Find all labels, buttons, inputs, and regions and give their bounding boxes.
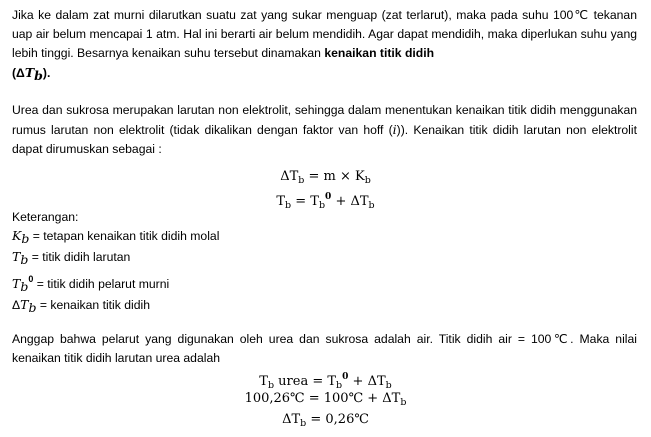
calculation-block	[0, 367, 651, 430]
formula-tb: $T_b = T_b^0 + \Delta T_b$	[276, 192, 375, 211]
calc-line-2: 100,26℃ = 100℃ + $\Delta T_b$	[244, 391, 407, 408]
legend-item-tb0: $Tb^0$ = titik didih pelarut murni	[12, 273, 170, 294]
legend-item-kb: Kb = tetapan kenaikan titik didih molal	[12, 227, 220, 246]
intro-text: Jika ke dalam zat murni dilarutkan suatu zat yang sukar menguap (zat terlarut), maka pada suhu 100℃ tekanan uap air belum mencapai 1 atm. Hal ini berarti air belum mendidih. Agar dapat mendidih, maka diperlukan suhu yang lebih tinggi. Besarnya kenaikan suhu tersebut dinamakan	[12, 8, 637, 60]
legend-item-tb: Tb = titik didih larutan	[12, 249, 131, 267]
calc-line-3: $\Delta T_b$ = 0,26℃	[282, 412, 369, 429]
boiling-point-elevation-term: kenaikan titik didih (ΔTb).	[12, 46, 435, 83]
assumption-paragraph: Anggap bahwa pelarut yang digunakan oleh urea dan sukrosa adalah air. Titik didih air = 100℃. Maka nilai kenaikan titik didih larutan urea adalah	[12, 332, 637, 365]
formula-block	[0, 166, 651, 211]
formula-delta-tb: $\Delta T_b = m \times K_b$	[280, 169, 371, 186]
intro-paragraph	[12, 6, 637, 85]
legend	[12, 208, 219, 318]
calc-line-1: $T_b$ urea = $T_b^0 + \Delta T_b$	[259, 372, 392, 391]
legend-title: Keterangan:	[12, 210, 79, 224]
legend-item-delta-tb: ΔTb = kenaikan titik didih	[12, 297, 150, 315]
van-hoff-factor-symbol: i	[392, 122, 397, 137]
non-electrolyte-paragraph: Urea dan sukrosa merupakan larutan non elektrolit, sehingga dalam menentukan kenaikan titik didih menggunakan rumus larutan non elektrolit (tidak dikalikan dengan faktor van hoff (i)). Kenaikan titik didih larutan non elektrolit dapat dirumuskan sebagai :	[12, 103, 637, 156]
